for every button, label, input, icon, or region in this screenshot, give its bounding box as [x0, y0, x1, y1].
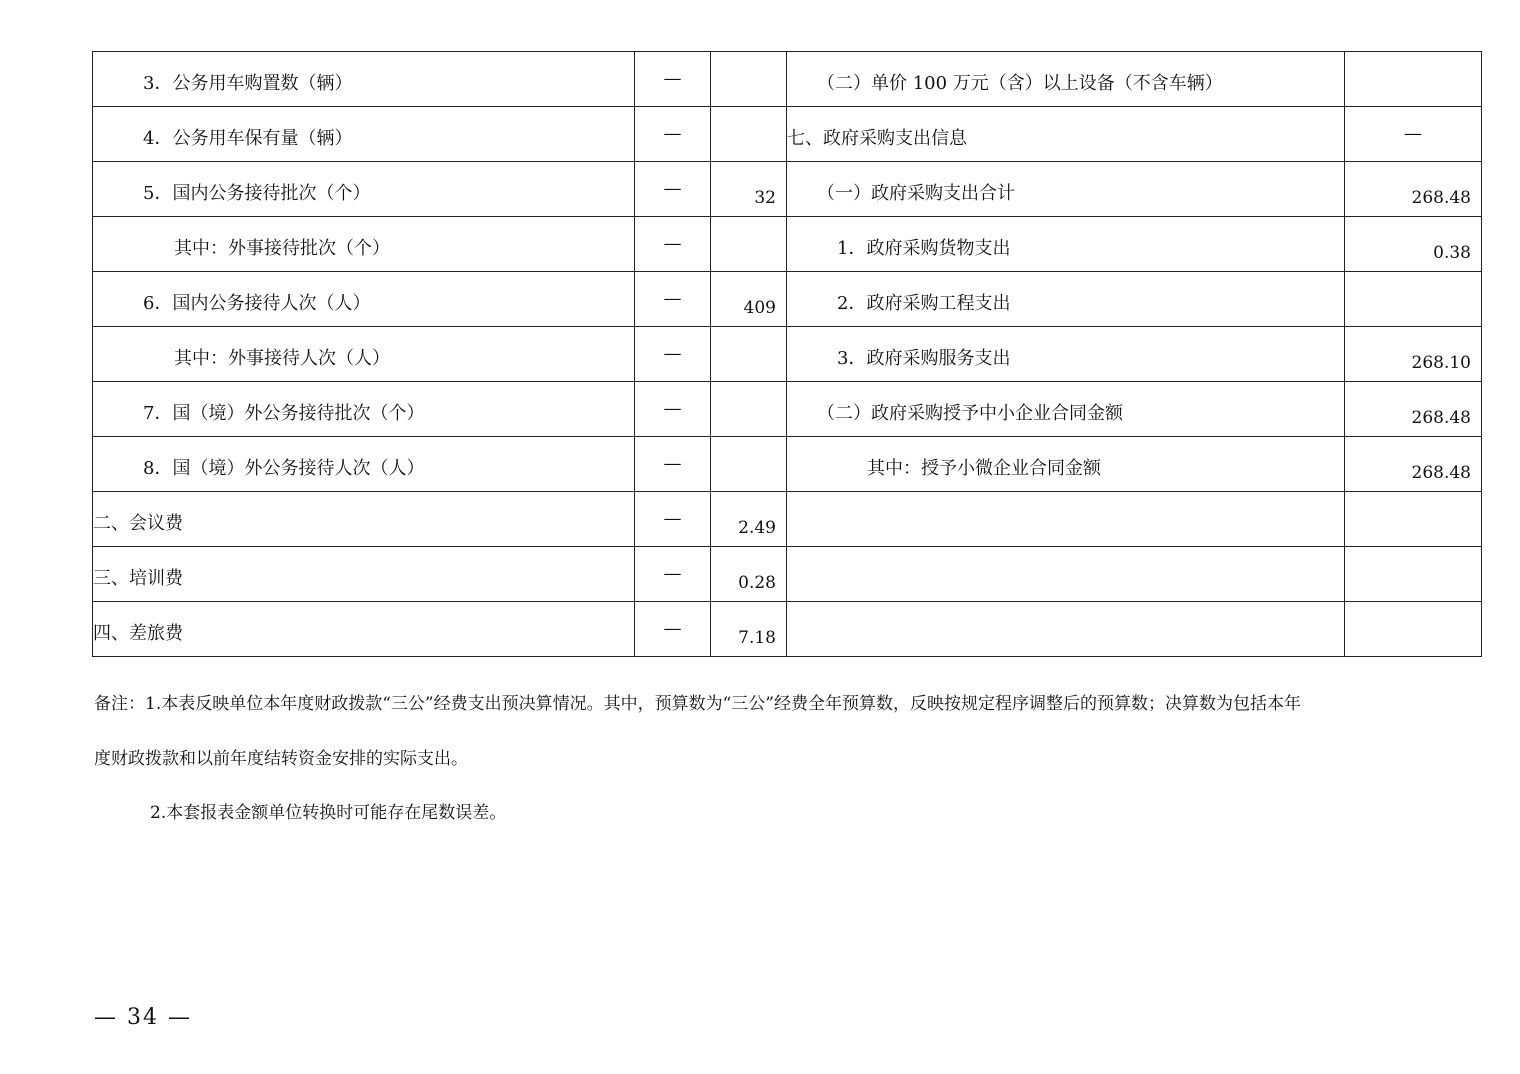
- right-label: （二）单价 100 万元（含）以上设备（不含车辆）: [817, 73, 1223, 94]
- budget-cell: [635, 492, 711, 547]
- table-row: [93, 217, 1482, 272]
- budget-dash: —: [663, 508, 682, 529]
- right-value: 0.38: [1433, 243, 1471, 263]
- budget-dash: —: [663, 123, 682, 144]
- left-label: 5．国内公务接待批次（个）: [143, 183, 371, 204]
- note-line-1-cont: 度财政拨款和以前年度结转资金安排的实际支出。: [94, 749, 468, 769]
- left-label-cell: [93, 547, 635, 602]
- expenditure-table: [92, 51, 1482, 657]
- right-value: —: [1404, 123, 1422, 144]
- right-value-cell: [1345, 272, 1482, 327]
- right-label-cell: [787, 547, 1345, 602]
- right-label-cell: [787, 272, 1345, 327]
- budget-dash: —: [663, 233, 682, 254]
- budget-cell: [635, 382, 711, 437]
- actual-cell: [711, 492, 787, 547]
- budget-dash: —: [663, 178, 682, 199]
- table-row: [93, 602, 1482, 657]
- right-value-cell: [1345, 52, 1482, 107]
- actual-cell: [711, 52, 787, 107]
- right-label-cell: [787, 382, 1345, 437]
- left-label-cell: [93, 382, 635, 437]
- left-label: 6．国内公务接待人次（人）: [143, 293, 371, 314]
- right-value-cell: [1345, 382, 1482, 437]
- table-row: [93, 327, 1482, 382]
- table-row: [93, 547, 1482, 602]
- budget-dash: —: [663, 618, 682, 639]
- budget-dash: —: [663, 343, 682, 364]
- budget-dash: —: [663, 453, 682, 474]
- budget-cell: [635, 547, 711, 602]
- left-label-cell: [93, 107, 635, 162]
- left-label: 四、差旅费: [93, 623, 183, 644]
- left-label-cell: [93, 327, 635, 382]
- left-label: 三、培训费: [93, 568, 183, 589]
- right-value: 268.10: [1411, 353, 1471, 373]
- actual-value: 32: [754, 188, 776, 208]
- actual-value: 2.49: [738, 518, 776, 538]
- left-label-cell: [93, 162, 635, 217]
- right-value-cell: [1345, 437, 1482, 492]
- actual-cell: [711, 437, 787, 492]
- actual-cell: [711, 382, 787, 437]
- budget-dash: —: [663, 288, 682, 309]
- notes: [94, 690, 1484, 827]
- right-label-cell: [787, 107, 1345, 162]
- left-label: 7．国（境）外公务接待批次（个）: [143, 403, 425, 424]
- budget-cell: [635, 107, 711, 162]
- right-value-cell: [1345, 492, 1482, 547]
- right-value-cell: [1345, 162, 1482, 217]
- right-label: 其中：授予小微企业合同金额: [867, 458, 1101, 479]
- right-label-cell: [787, 217, 1345, 272]
- right-label-cell: [787, 327, 1345, 382]
- right-label: 2．政府采购工程支出: [837, 293, 1011, 314]
- table-row: [93, 52, 1482, 107]
- table-row: [93, 492, 1482, 547]
- budget-dash: —: [663, 68, 682, 89]
- right-label-cell: [787, 162, 1345, 217]
- right-label: 1．政府采购货物支出: [837, 238, 1011, 259]
- left-label-cell: [93, 437, 635, 492]
- left-label-cell: [93, 217, 635, 272]
- actual-value: 0.28: [738, 573, 776, 593]
- right-value: 268.48: [1411, 188, 1471, 208]
- budget-cell: [635, 272, 711, 327]
- page-number: — 34 —: [94, 1005, 192, 1030]
- table-row: [93, 437, 1482, 492]
- right-label: （二）政府采购授予中小企业合同金额: [817, 403, 1123, 424]
- budget-cell: [635, 327, 711, 382]
- left-label-cell: [93, 52, 635, 107]
- left-label: 其中：外事接待批次（个）: [174, 238, 390, 259]
- budget-cell: [635, 162, 711, 217]
- right-value-cell: [1345, 547, 1482, 602]
- right-value-cell: [1345, 602, 1482, 657]
- table-row: [93, 162, 1482, 217]
- left-label: 8．国（境）外公务接待人次（人）: [143, 458, 425, 479]
- actual-cell: [711, 272, 787, 327]
- actual-cell: [711, 162, 787, 217]
- actual-cell: [711, 217, 787, 272]
- note-line-2: 2.本套报表金额单位转换时可能存在尾数误差。: [150, 803, 507, 823]
- right-label: 七、政府采购支出信息: [787, 128, 967, 149]
- budget-cell: [635, 602, 711, 657]
- right-value-cell: [1345, 327, 1482, 382]
- right-value: 268.48: [1411, 463, 1471, 483]
- actual-value: 7.18: [738, 628, 776, 648]
- actual-value: 409: [743, 298, 776, 318]
- budget-cell: [635, 52, 711, 107]
- note-line-1: 备注：1.本表反映单位本年度财政拨款“三公”经费支出预决算情况。其中，预算数为“三公”经费全年预算数，反映按规定程序调整后的预算数；决算数为包括本年: [94, 694, 1301, 714]
- budget-dash: —: [663, 398, 682, 419]
- right-label-cell: [787, 52, 1345, 107]
- left-label-cell: [93, 492, 635, 547]
- left-label-cell: [93, 272, 635, 327]
- right-value-cell: [1345, 217, 1482, 272]
- budget-cell: [635, 437, 711, 492]
- table-row: [93, 382, 1482, 437]
- actual-cell: [711, 107, 787, 162]
- table-body: [93, 52, 1482, 657]
- actual-cell: [711, 327, 787, 382]
- right-label-cell: [787, 602, 1345, 657]
- right-label-cell: [787, 437, 1345, 492]
- actual-cell: [711, 547, 787, 602]
- left-label: 其中：外事接待人次（人）: [174, 348, 390, 369]
- table-row: [93, 107, 1482, 162]
- right-value: 268.48: [1411, 408, 1471, 428]
- right-value-cell: [1345, 107, 1482, 162]
- right-label: 3．政府采购服务支出: [837, 348, 1011, 369]
- budget-cell: [635, 217, 711, 272]
- left-label: 4．公务用车保有量（辆）: [143, 128, 353, 149]
- left-label: 3．公务用车购置数（辆）: [143, 73, 353, 94]
- actual-cell: [711, 602, 787, 657]
- table-row: [93, 272, 1482, 327]
- right-label: （一）政府采购支出合计: [817, 183, 1015, 204]
- right-label-cell: [787, 492, 1345, 547]
- left-label: 二、会议费: [93, 513, 183, 534]
- budget-dash: —: [663, 563, 682, 584]
- left-label-cell: [93, 602, 635, 657]
